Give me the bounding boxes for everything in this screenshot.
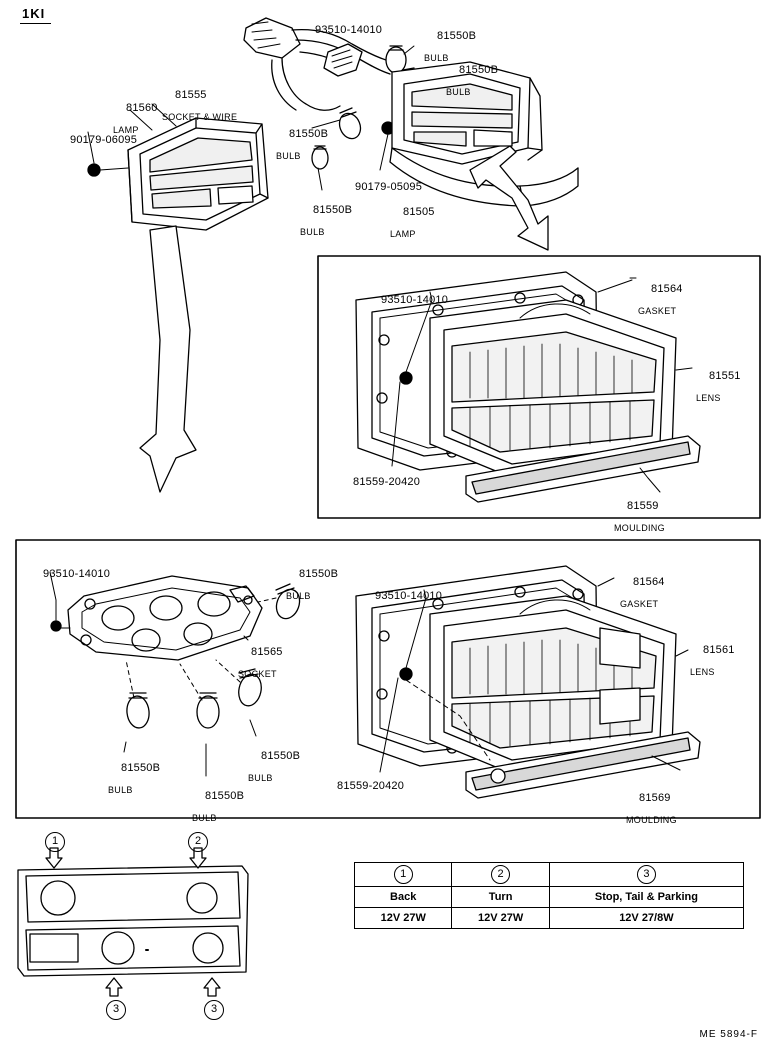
legend-row-ratings bbox=[355, 908, 744, 929]
part-label-81551: 81551 LENS bbox=[696, 370, 741, 403]
legend-rating-2: 12V 27W bbox=[452, 908, 549, 929]
part-label-81550b-lower-1: 81550B BULB bbox=[286, 568, 339, 601]
part-label-81550b-lower-2: 81550B BULB bbox=[108, 762, 161, 795]
part-label-81559-20420-mid: 81559-20420 bbox=[353, 476, 421, 488]
part-label-81550b-lower-3: 81550B BULB bbox=[192, 790, 245, 823]
part-label-81550b-top-4: 81550B BULB bbox=[300, 204, 353, 237]
part-label-81550b-top-1: 81550B BULB bbox=[424, 30, 477, 63]
legend-num-3: 3 bbox=[549, 863, 743, 887]
callout-3-left: 3 bbox=[106, 1000, 126, 1020]
legend-row-numbers bbox=[355, 863, 744, 887]
callout-3-right: 3 bbox=[204, 1000, 224, 1020]
callout-2: 2 bbox=[188, 832, 208, 852]
legend-row-names bbox=[355, 887, 744, 908]
part-label-81505: 81505 LAMP bbox=[390, 206, 435, 239]
sheet-corner-tag-text: 1KI bbox=[20, 6, 51, 24]
bulb-legend-table bbox=[354, 862, 744, 929]
legend-rating-1: 12V 27W bbox=[355, 908, 452, 929]
callout-1: 1 bbox=[45, 832, 65, 852]
part-label-81564-lower: 81564 GASKET bbox=[620, 576, 665, 609]
part-label-81559-20420-lower: 81559-20420 bbox=[337, 780, 405, 792]
part-label-81569: 81569 MOULDING bbox=[626, 792, 677, 825]
part-label-81560: 81560 LAMP bbox=[113, 102, 158, 135]
part-label-81550b-lower-4: 81550B BULB bbox=[248, 750, 301, 783]
legend-num-1: 1 bbox=[355, 863, 452, 887]
part-label-93510-14010-mid: 93510-14010 bbox=[381, 294, 449, 306]
part-label-90179-05095: 90179-05095 bbox=[355, 181, 423, 193]
legend-num-2: 2 bbox=[452, 863, 549, 887]
part-label-93510-14010-lower-right: 93510-14010 bbox=[375, 590, 443, 602]
legend-name-2: Turn bbox=[452, 887, 549, 908]
part-label-81559: 81559 MOULDING bbox=[614, 500, 665, 533]
sheet-footer-code: ME 5894-F bbox=[699, 1029, 758, 1040]
legend-name-1: Back bbox=[355, 887, 452, 908]
part-label-93510-14010-top: 93510-14010 bbox=[315, 24, 383, 36]
bulb-position-map bbox=[18, 848, 248, 996]
part-label-93510-14010-lower: 93510-14010 bbox=[43, 568, 111, 580]
part-label-90179-06095: 90179-06095 bbox=[70, 134, 138, 146]
part-label-81550b-top-2: 81550B BULB bbox=[446, 64, 499, 97]
assembly-direction-arrow bbox=[140, 226, 196, 492]
legend-name-3: Stop, Tail & Parking bbox=[549, 887, 743, 908]
part-label-81564-mid: 81564 GASKET bbox=[638, 283, 683, 316]
part-label-81561: 81561 LENS bbox=[690, 644, 735, 677]
part-label-81565: 81565 SOCKET bbox=[238, 646, 283, 679]
part-label-81550b-top-3: 81550B BULB bbox=[276, 128, 329, 161]
part-label-81555: 81555 SOCKET & WIRE bbox=[162, 89, 238, 122]
legend-rating-3: 12V 27/8W bbox=[549, 908, 743, 929]
